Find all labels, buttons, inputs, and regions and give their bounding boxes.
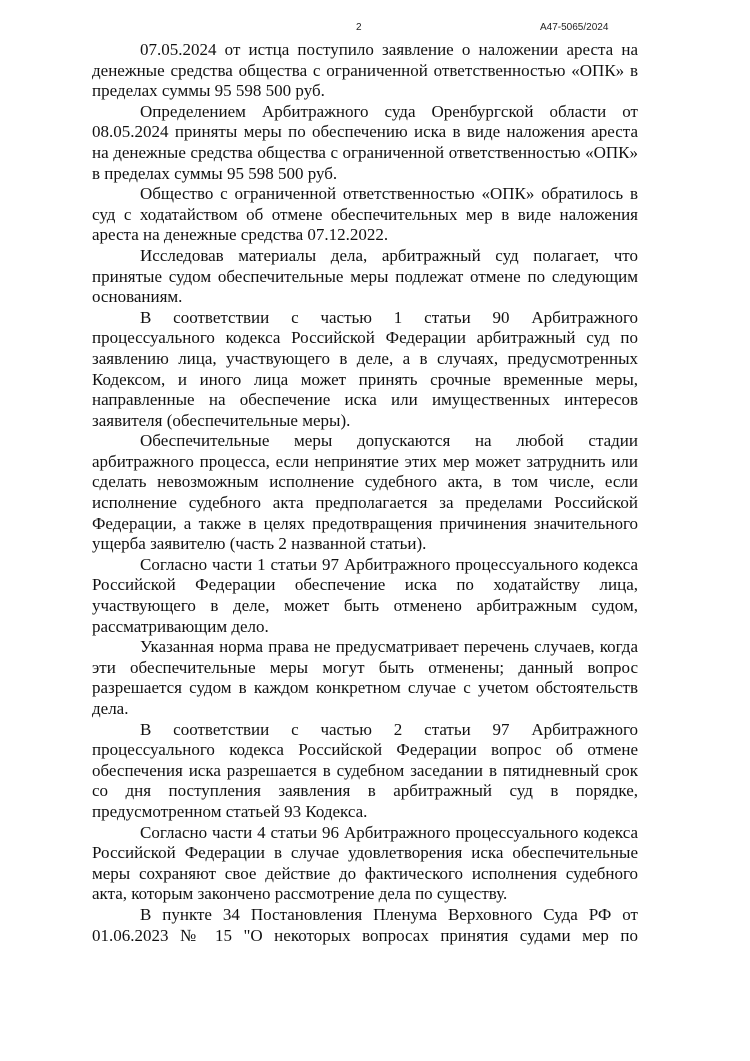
document-body	[92, 40, 638, 946]
paragraph: 07.05.2024 от истца поступило заявление о наложении ареста на денежные средства общества с ограниченной ответственностью «ОПК» в пределах суммы 95 598 500 руб.	[92, 40, 638, 101]
page-number: 2	[356, 22, 362, 33]
paragraph: Обеспечительные меры допускаются на любой стадии арбитражного процесса, если непринятие этих мер может затруднить или сделать невозможным исполнение судебного акта, в том числе, если исполнение судебного акта предполагается за пределами Российской Федерации, а также в целях предотвращения причинения значительного ущерба заявителю (часть 2 названной статьи).	[92, 431, 638, 554]
paragraph: Общество с ограниченной ответственностью «ОПК» обратилось в суд с ходатайством об отмене обеспечительных мер в виде наложения ареста на денежные средства 07.12.2022.	[92, 184, 638, 245]
paragraph: В пункте 34 Постановления Пленума Верховного Суда РФ от 01.06.2023 № 15 "О некоторых вопросах принятия судами мер по	[92, 904, 638, 945]
paragraph: Указанная норма права не предусматривает перечень случаев, когда эти обеспечительные меры могут быть отменены; данный вопрос разрешается судом в каждом конкретном случае с учетом обстоятельств дела.	[92, 637, 638, 718]
paragraph: Согласно части 4 статьи 96 Арбитражного процессуального кодекса Российской Федерации в случае удовлетворения иска обеспечительные меры сохраняют свое действие до фактического исполнения судебного акта, которым закончено рассмотрение дела по существу.	[92, 822, 638, 904]
paragraph: Исследовав материалы дела, арбитражный суд полагает, что принятые судом обеспечительные меры подлежат отмене по следующим основаниям.	[92, 245, 638, 307]
paragraph: Определением Арбитражного суда Оренбургской области от 08.05.2024 приняты меры по обеспечению иска в виде наложения ареста на денежные средства общества с ограниченной ответственностью «ОПК» в пределах суммы 95 598 500 руб.	[92, 101, 638, 183]
case-number: А47-5065/2024	[540, 22, 609, 33]
paragraph: В соответствии с частью 2 статьи 97 Арбитражного процессуального кодекса Российской Федерации вопрос об отмене обеспечения иска разрешается в судебном заседании в пятидневный срок со дня поступления заявления в арбитражный суд в порядке, предусмотренном статьей 93 Кодекса.	[92, 719, 638, 821]
paragraph: В соответствии с частью 1 статьи 90 Арбитражного процессуального кодекса Российской Федерации арбитражный суд по заявлению лица, участвующего в деле, а в случаях, предусмотренных Кодексом, и иного лица может принять срочные временные меры, направленные на обеспечение иска или имущественных интересов заявителя (обеспечительные меры).	[92, 307, 638, 430]
paragraph: Согласно части 1 статьи 97 Арбитражного процессуального кодекса Российской Федерации обеспечение иска по ходатайству лица, участвующего в деле, может быть отменено арбитражным судом, рассматривающим дело.	[92, 554, 638, 636]
